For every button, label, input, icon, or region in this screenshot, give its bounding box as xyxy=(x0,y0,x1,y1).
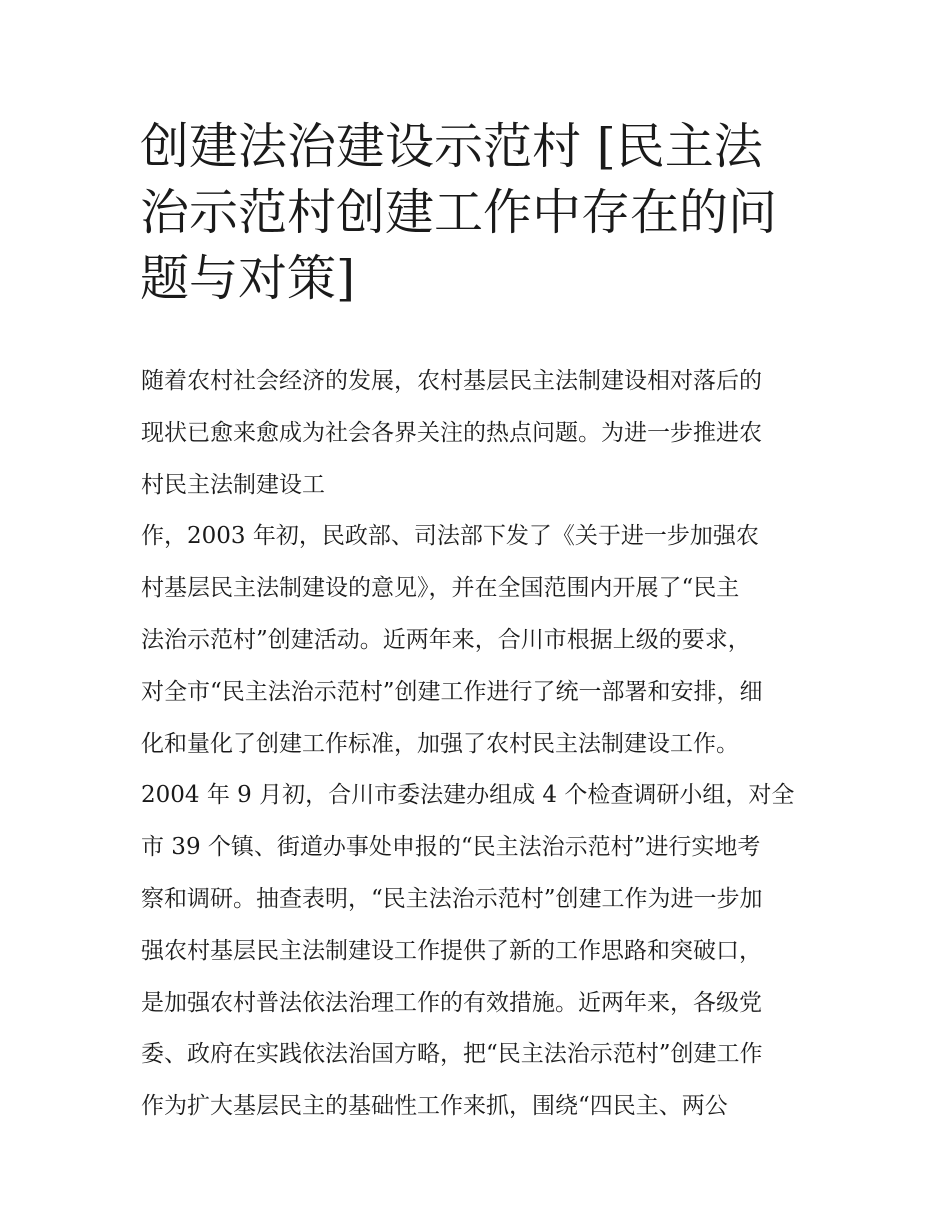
title-line: 治示范村创建工作中存在的问 xyxy=(140,184,778,241)
body-line: 村基层民主法制建设的意见》，并在全国范围内开展了“民主 xyxy=(141,575,740,602)
body-line: 村民主法制建设工 xyxy=(141,471,325,498)
body-line: 委、政府在实践依法治国方略，把“民主法治示范村”创建工作 xyxy=(141,1041,763,1068)
body-line: 是加强农村普法依法治理工作的有效措施。近两年来，各级党 xyxy=(141,989,762,1016)
document-title xyxy=(140,114,820,312)
document-body xyxy=(141,356,821,1133)
body-line: 法治示范村”创建活动。近两年来，合川市根据上级的要求， xyxy=(141,626,751,653)
body-line: 对全市“民主法治示范村”创建工作进行了统一部署和安排，细 xyxy=(141,678,763,705)
body-line: 作为扩大基层民主的基础性工作来抓，围绕“四民主、两公 xyxy=(141,1093,728,1120)
body-line: 现状已愈来愈成为社会各界关注的热点问题。为进一步推进农 xyxy=(141,419,762,446)
title-line: 题与对策] xyxy=(140,250,356,307)
body-line: 2004 年 9 月初，合川市委法建办组成 4 个检查调研小组，对全 xyxy=(141,782,795,809)
body-line: 强农村基层民主法制建设工作提供了新的工作思路和突破口， xyxy=(141,937,762,964)
body-line: 作，2003 年初，民政部、司法部下发了《关于进一步加强农 xyxy=(141,523,759,550)
body-line: 察和调研。抽查表明，“民主法治示范村”创建工作为进一步加 xyxy=(141,885,763,912)
body-line: 市 39 个镇、街道办事处申报的“民主法治示范村”进行实地考 xyxy=(141,834,761,861)
body-line: 随着农村社会经济的发展，农村基层民主法制建设相对落后的 xyxy=(141,368,762,394)
body-line: 化和量化了创建工作标准，加强了农村民主法制建设工作。 xyxy=(141,730,739,757)
title-line: 创建法治建设示范村 [民主法 xyxy=(140,118,763,175)
